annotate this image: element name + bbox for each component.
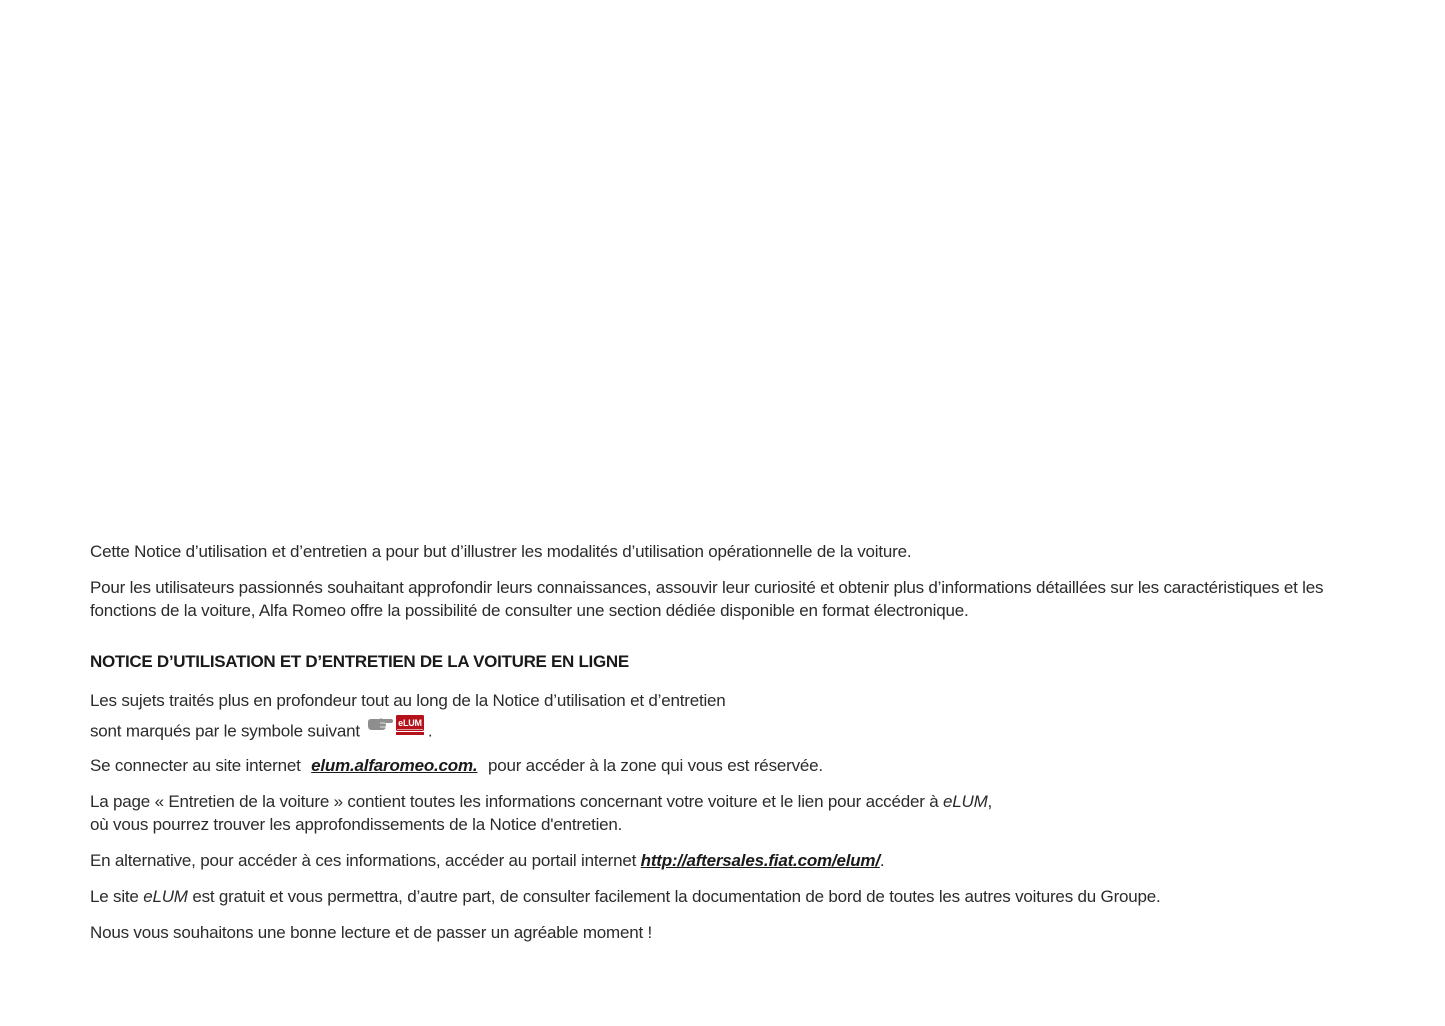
elum-symbol-label: eLUM [398,718,422,728]
connect-after: pour accéder à la zone qui vous est réservée. [487,756,823,775]
alternative-after: . [879,851,885,870]
intro-paragraph: Cette Notice d’utilisation et d’entretien a pour but d’illustrer les modalités d’utilisation opérationnelle de la voiture. [90,542,912,561]
topics-line2: sont marqués par le symbole suivant [90,721,360,741]
site-paragraph [90,885,1380,908]
page-info-before: La page « Entretien de la voiture » contient toutes les informations concernant votre voiture et le lien pour accéder à [90,792,939,811]
page-info-comma: , [987,792,993,811]
elum-symbol [366,714,424,746]
site-after: est gratuit et vous permettra, d’autre part, de consulter facilement la documentation de bord de toutes les autres voitures du Groupe. [192,887,1161,906]
section-heading: NOTICE D’UTILISATION ET D’ENTRETIEN DE LA VOITURE EN LIGNE [90,652,629,671]
site-before: Le site [90,887,139,906]
topics-line2-wrapper [90,716,1380,748]
pointing-hand-icon [366,714,424,736]
site-elum: eLUM [143,887,188,906]
topics-paragraph [90,686,1380,748]
topics-period: . [427,721,433,741]
alternative-before: En alternative, pour accéder à ces informations, accéder au portail internet [90,851,637,870]
page-info-paragraph [90,790,1380,836]
page-info-elum: eLUM [942,792,988,811]
topics-line1: Les sujets traités plus en profondeur tout au long de la Notice d’utilisation et d’entretien [90,691,726,710]
connect-paragraph [90,754,1380,777]
aftersales-link[interactable]: http://aftersales.fiat.com/elum/ [640,851,880,870]
alternative-paragraph [90,849,1380,872]
elum-alfaromeo-link[interactable]: elum.alfaromeo.com. [311,756,478,775]
passion-paragraph: Pour les utilisateurs passionnés souhaitant approfondir leurs connaissances, assouvir leur curiosité et obtenir plus d’informations détaillées sur les caractéristiques et les fonctions de la voiture, Alfa Romeo offre la possibilité de consulter une section dédiée disponible en format électronique. [90,578,1324,620]
connect-before: Se connecter au site internet [90,756,301,775]
document-body [90,540,1380,944]
closing-paragraph: Nous vous souhaitons une bonne lecture et de passer un agréable moment ! [90,923,653,942]
page-info-line2: où vous pourrez trouver les approfondissements de la Notice d'entretien. [90,815,623,834]
